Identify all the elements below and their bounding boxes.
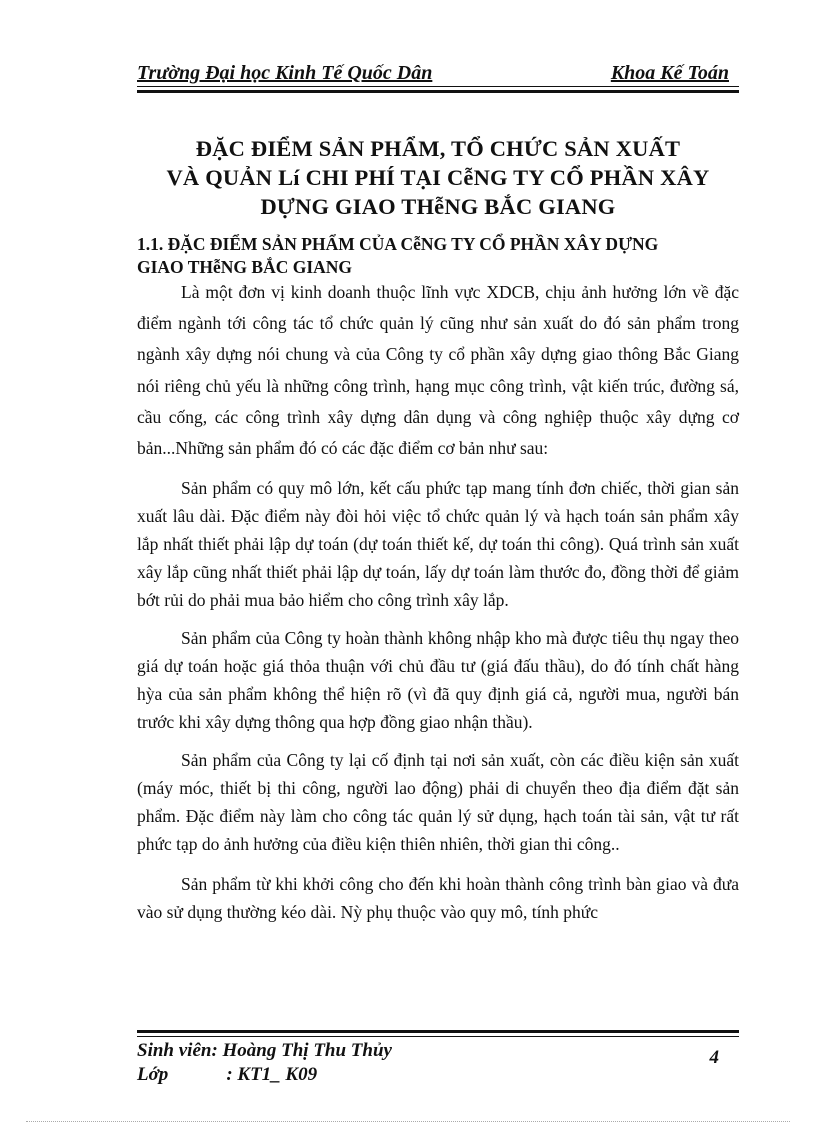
paragraph: Sản phẩm của Công ty lại cố định tại nơi sản xuất, còn các điều kiện sản xuất (máy móc, thiết bị thi công, người lao động) phải di chuyển theo địa điểm đặt sản phẩm. Đặc điểm này làm cho công tác quản lý sử dụng, hạch toán tài sản, vật tư rất phức tạp do ảnh hưởng của điều kiện thiên nhiên, thời gian thi công.. — [137, 750, 739, 855]
section-heading-line-1: 1.1. ĐẶC ĐIỂM SẢN PHẨM CỦA CễNG TY CỔ PHẦN XÂY DỰNG — [137, 234, 659, 254]
page-number: 4 — [709, 1047, 719, 1068]
title-line-1: ĐẶC ĐIỂM SẢN PHẨM, TỔ CHỨC SẢN XUẤT — [195, 136, 681, 161]
title-line-2: VÀ QUẢN Lí CHI PHÍ TẠI CễNG TY CỔ PHẦN XÂY — [166, 165, 710, 190]
student-name: Sinh viên: Hoàng Thị Thu Thủy — [137, 1040, 392, 1061]
header-rule-thin — [137, 86, 739, 87]
title-line-3: DỰNG GIAO THễNG BẮC GIANG — [260, 194, 616, 219]
page-bottom-divider — [26, 1121, 790, 1122]
class-label: Lớp — [137, 1064, 169, 1085]
header-rule-thick — [137, 90, 739, 93]
class-value: : KT1_ K09 — [226, 1064, 318, 1085]
department-name: Khoa Kế Toán — [610, 62, 729, 84]
body-text — [137, 277, 739, 926]
page-header — [137, 62, 739, 90]
class-info — [137, 1064, 317, 1086]
document-title — [137, 134, 739, 221]
footer-rule-thin — [137, 1036, 739, 1037]
paragraph: Là một đơn vị kinh doanh thuộc lĩnh vực XDCB, chịu ảnh hưởng lớn về đặc điểm ngành tới công tác tổ chức quản lý cũng như sản xuất do đó sản phẩm trong ngành xây dựng nói chung và của Công ty cổ phần xây dựng giao thông Bắc Giang nói riêng chủ yếu là những công trình, hạng mục công trình, vật kiến trúc, đường sá, cầu cống, các công trình xây dựng dân dụng và công nghiệp thuộc xây dựng cơ bản...Những sản phẩm đó có các đặc điểm cơ bản như sau: — [137, 282, 739, 459]
footer-rule-thick — [137, 1030, 739, 1033]
section-heading — [137, 233, 739, 279]
paragraph: Sản phẩm có quy mô lớn, kết cấu phức tạp mang tính đơn chiếc, thời gian sản xuất lâu dài. Đặc điểm này đòi hỏi việc tổ chức quản lý và hạch toán sản phẩm xây lắp nhất thiết phải lập dự toán (dự toán thiết kế, dự toán thi công). Quá trình sản xuất xây lắp cũng nhất thiết phải lập dự toán, lấy dự toán làm thước đo, đồng thời để giảm bớt rủi do phải mua bảo hiểm cho công trình xây lắp. — [137, 478, 739, 611]
school-name: Trường Đại học Kinh Tế Quốc Dân — [137, 62, 433, 84]
section-heading-line-2: GIAO THễNG BẮC GIANG — [137, 257, 353, 277]
paragraph: Sản phẩm của Công ty hoàn thành không nhập kho mà được tiêu thụ ngay theo giá dự toán hoặc giá thỏa thuận với chủ đầu tư (giá đấu thầu), do đó tính chất hàng hỳa của sản phẩm không thể hiện rõ (vì đã quy định giá cả, người mua, người bán trước khi xây dựng thông qua hợp đồng giao nhận thầu). — [137, 628, 739, 733]
paragraph: Sản phẩm từ khi khởi công cho đến khi hoàn thành công trình bàn giao và đưa vào sử dụng thường kéo dài. Nỳ phụ thuộc vào quy mô, tính phức — [137, 874, 739, 923]
page-footer — [137, 1030, 739, 1100]
